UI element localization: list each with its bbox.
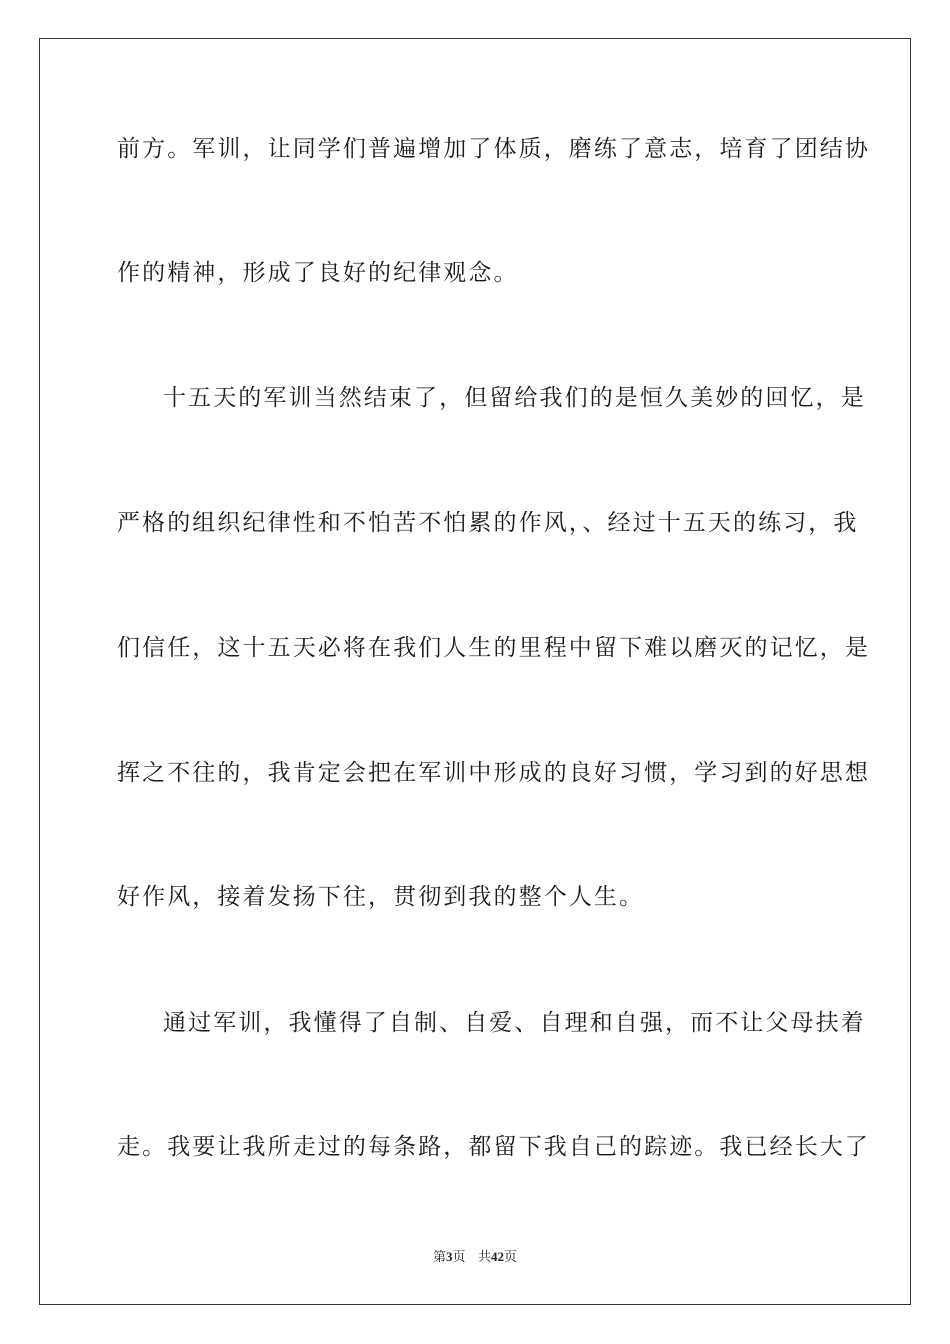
total-pages: 42 [490,1249,504,1264]
text-line-7: 好作风，接着发扬下往，贯彻到我的整个人生。 [117,884,645,910]
text-line-2: 作的精神，形成了良好的纪律观念。 [117,260,519,286]
text-line-1: 前方。军训，让同学们普遍增加了体质，磨练了意志，培育了团结协 [117,136,870,162]
text-line-6: 挥之不往的，我肯定会把在军训中形成的良好习惯，学习到的好思想 [117,760,870,786]
page-prefix: 第 [433,1250,447,1265]
page-footer [0,1248,950,1267]
text-line-4: 严格的组织纪律性和不怕苦不怕累的作风，、经过十五天的练习，我 [117,510,859,536]
total-suffix: 页 [503,1250,517,1265]
text-line-8: 通过军训，我懂得了自制、自爱、自理和自强，而不让父母扶着 [163,1010,866,1036]
text-line-9: 走。我要让我所走过的每条路，都留下我自己的踪迹。我已经长大了 [117,1134,870,1160]
total-prefix: 共 [477,1250,491,1265]
page-border [39,38,911,1305]
text-line-3: 十五天的军训当然结束了，但留给我们的是恒久美妙的回忆，是 [163,385,866,411]
text-line-5: 们信任，这十五天必将在我们人生的里程中留下难以磨灭的记忆，是 [117,635,870,661]
page-suffix: 页 [452,1250,466,1265]
page-number: 3 [446,1249,453,1264]
